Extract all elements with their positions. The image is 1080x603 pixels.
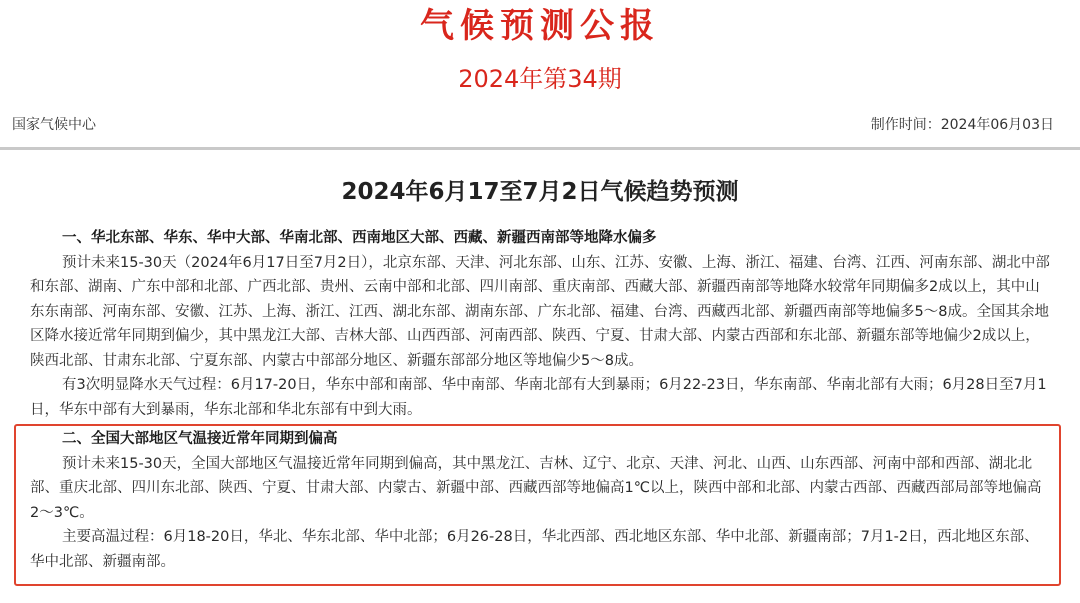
publisher: 国家气候中心 xyxy=(12,117,96,133)
made-time: 制作时间：2024年06月03日 xyxy=(870,117,1054,133)
section-paragraph: 预计未来15-30天，全国大部地区气温接近常年同期到偏高，其中黑龙江、吉林、辽宁、北京、天津、河北、山西、山东西部、河南中部和西部、湖北北部、重庆北部、四川东北部、陕西、宁夏、甘肃大部、内蒙古、新疆中部、西藏西部等地偏高1℃以上，陕西中部和北部、内蒙古西部、西藏西部局部等地偏高2～3℃。 xyxy=(30,455,1042,521)
header-divider xyxy=(0,147,1080,150)
section-paragraph: 有3次明显降水天气过程：6月17-20日，华东中部和南部、华中南部、华南北部有大到暴雨；6月22-23日，华东南部、华南北部有大雨；6月28日至7月1日，华东中部有大到暴雨，华东北部和华北东部有中到大雨。 xyxy=(30,377,1047,418)
section-precipitation xyxy=(30,226,1050,422)
section-heading: 二、全国大部地区气温接近常年同期到偏高 xyxy=(62,431,338,447)
meta-row xyxy=(12,114,1054,136)
issue-number: 2024年第34期 xyxy=(458,65,622,93)
bulletin-title: 气候预测公报 xyxy=(420,6,660,46)
section-heading: 一、华北东部、华东、华中大部、华南北部、西南地区大部、西藏、新疆西南部等地降水偏多 xyxy=(62,230,657,246)
section-temperature xyxy=(30,427,1050,574)
section-paragraph: 预计未来15-30天（2024年6月17日至7月2日），北京东部、天津、河北东部、山东、江苏、安徽、上海、浙江、福建、台湾、江西、河南东部、湖北中部和东部、湖南、广东中部和北部、广西北部、贵州、云南中部和北部、四川南部、重庆南部、西藏大部、新疆西南部等地降水较常年同期偏多2成以上，其中山东东南部、河南东部、安徽、江苏、上海、浙江、江西、湖北东部、湖南东部、广东北部、福建、台湾、西藏西北部、新疆西南部等地偏多5～8成。全国其余地区降水接近常年同期到偏少，其中黑龙江大部、吉林大部、山西西部、河南西部、陕西、宁夏、甘肃大部、内蒙古西部和东北部、新疆东部等地偏少2成以上，陕西北部、甘肃东北部、宁夏东部、内蒙古中部部分地区、新疆东部部分地区等地偏少5～8成。 xyxy=(30,254,1050,369)
section-paragraph: 主要高温过程：6月18-20日，华北、华东北部、华中北部；6月26-28日，华北西部、西北地区东部、华中北部、新疆南部；7月1-2日，西北地区东部、华中北部、新疆南部。 xyxy=(30,529,1039,570)
document-title: 2024年6月17至7月2日气候趋势预测 xyxy=(341,179,739,205)
